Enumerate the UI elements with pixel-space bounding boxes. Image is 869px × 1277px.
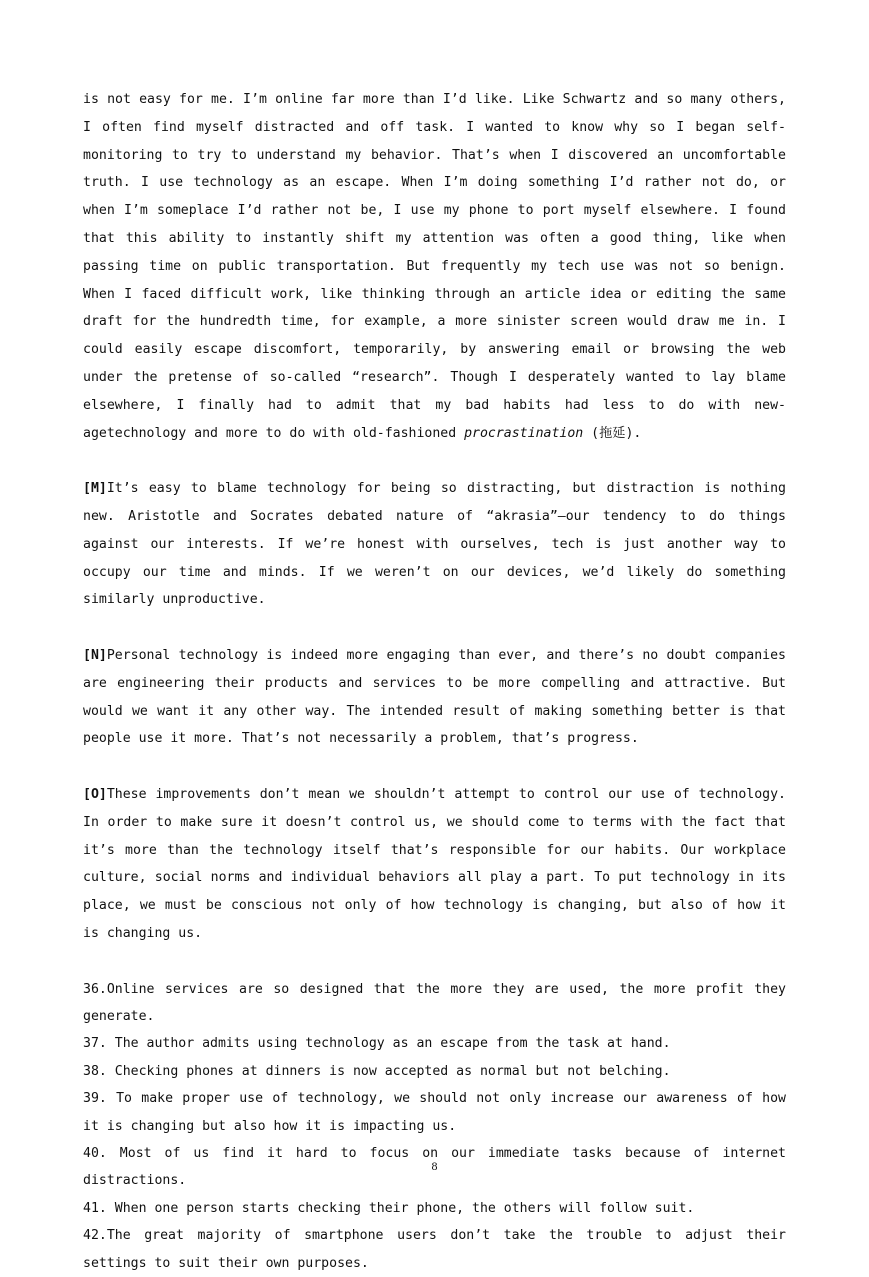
italic-term: procrastination — [464, 425, 584, 441]
paragraph-text: It’s easy to blame technology for being so distracting, but distraction is nothing new. Aristotle and Socrates debated nature of “akrasia”—our tendency to do things against our interests. If we’re honest with ourselves, tech is just another way to occupy our time and minds. If we weren’t on our devices, we’d likely do something similarly unproductive. — [83, 481, 786, 608]
paragraph-gap — [83, 948, 786, 976]
passage-paragraph-continued — [83, 86, 786, 447]
statement-37: 37. The author admits using technology as an escape from the task at hand. — [83, 1036, 671, 1052]
statement-41: 41. When one person starts checking their phone, the others will follow suit. — [83, 1200, 695, 1216]
paragraph-tag-n: [N] — [83, 647, 107, 663]
passage-paragraph-n — [83, 642, 786, 753]
statement-39: 39. To make proper use of technology, we should not only increase our awareness of how it is changing but also how it is impacting us. — [83, 1091, 786, 1134]
statement-38: 38. Checking phones at dinners is now accepted as normal but not belching. — [83, 1063, 671, 1079]
paragraph-text: These improvements don’t mean we shouldn’t attempt to control our use of technology. In order to make sure it doesn’t control us, we should come to terms with the fact that it’s more than the technology itself that’s responsible for our habits. Our workplace culture, social norms and individual behaviors all play a part. To put technology in its place, we must be conscious not only of how technology is changing, but also of how it is changing us. — [83, 786, 786, 941]
statement-40: 40. Most of us find it hard to focus on our immediate tasks because of internet distractions. — [83, 1145, 786, 1189]
document-body — [83, 86, 786, 1277]
passage-paragraph-o — [83, 781, 786, 948]
paragraph-text-end: (拖延). — [583, 425, 642, 441]
page-number: 8 — [431, 1159, 438, 1173]
statement-42: 42.The great majority of smartphone users don’t take the trouble to adjust their settings to suit their own purposes. — [83, 1228, 786, 1271]
paragraph-gap — [83, 753, 786, 781]
statement-list — [83, 976, 786, 1277]
paragraph-gap — [83, 447, 786, 475]
paragraph-gap — [83, 614, 786, 642]
paragraph-text: is not easy for me. I’m online far more than I’d like. Like Schwartz and so many others, I often find myself distracted and off task. I wanted to know why so I began self-monitoring to try to understand my behavior. That’s when I discovered an uncomfortable truth. I use technology as an escape. When I’m doing something I’d rather not do, or when I’m someplace I’d rather not be, I use my phone to port myself elsewhere. I found that this ability to instantly shift my attention was often a good thing, like when passing time on public transportation. But frequently my tech use was not so benign. When I faced difficult work, like thinking through an article idea or editing the same draft for the hundredth time, for example, a more sinister screen would draw me in. I could easily escape discomfort, temporarily, by answering email or browsing the web under the pretense of so-called “research”. Though I desperately wanted to lay blame elsewhere, I finally had to admit that my bad habits had less to do with new-agetechnology and more to do with old-fashioned — [83, 92, 786, 441]
statement-36: 36.Online services are so designed that the more they are used, the more profit they generate. — [83, 981, 786, 1024]
paragraph-tag-m: [M] — [83, 481, 107, 497]
paragraph-tag-o: [O] — [83, 786, 107, 802]
paragraph-text: Personal technology is indeed more engaging than ever, and there’s no doubt companies are engineering their products and services to be more compelling and attractive. But would we want it any other way. The intended result of making something better is that people use it more. That’s not necessarily a problem, that’s progress. — [83, 647, 786, 747]
passage-paragraph-m — [83, 475, 786, 614]
